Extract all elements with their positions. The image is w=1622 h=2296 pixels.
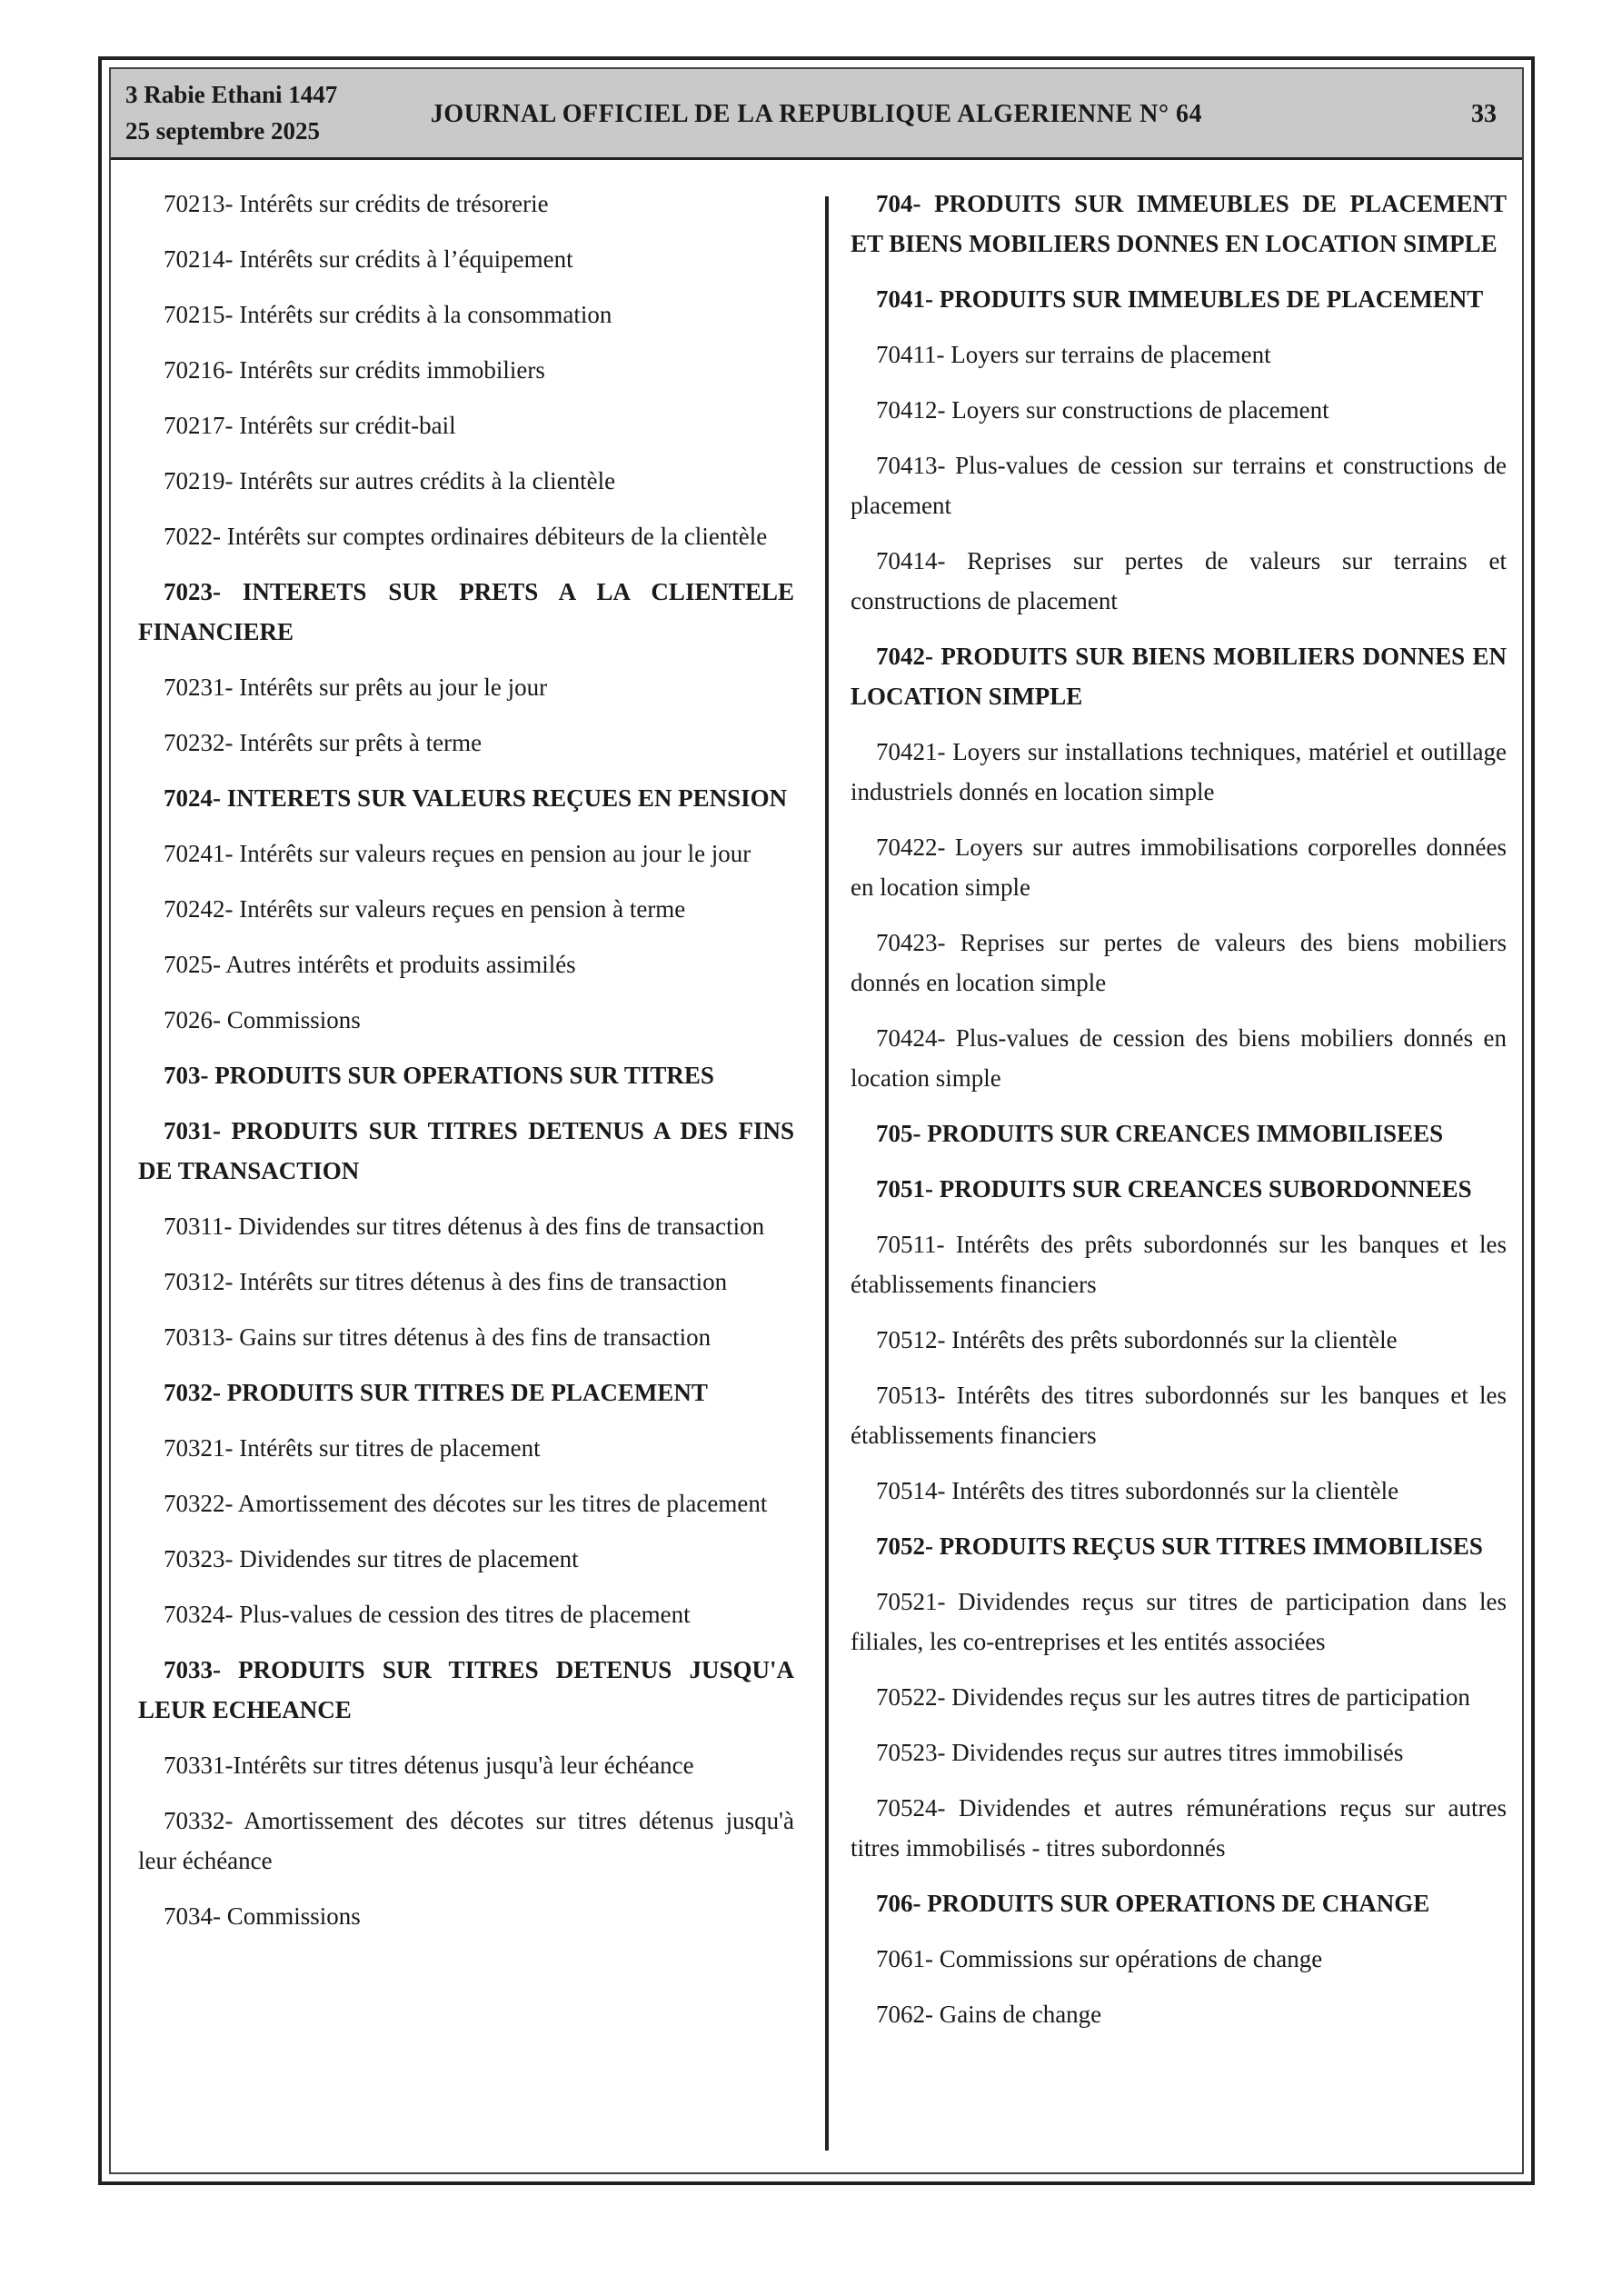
account-entry: 70217- Intérêts sur crédit-bail xyxy=(164,412,456,439)
account-entry: 70423- Reprises sur pertes de valeurs des biens mobiliers donnés en location simple xyxy=(851,929,1507,996)
account-entry: 7022- Intérêts sur comptes ordinaires débiteurs de la clientèle xyxy=(164,523,768,550)
account-entry: 70216- Intérêts sur crédits immobiliers xyxy=(164,356,545,384)
account-entry: 70513- Intérêts des titres subordonnés sur les banques et les établissements financiers xyxy=(851,1382,1507,1449)
account-entry: 70414- Reprises sur pertes de valeurs sur terrains et constructions de placement xyxy=(851,547,1507,614)
account-entry: 7026- Commissions xyxy=(164,1006,361,1033)
account-entry: 70313- Gains sur titres détenus à des fins de transaction xyxy=(164,1323,711,1351)
header-date-gregorian: 25 septembre 2025 xyxy=(125,117,320,145)
section-heading: 7033- PRODUITS SUR TITRES DETENUS JUSQU'A LEUR ECHEANCE xyxy=(138,1656,794,1723)
section-heading: 7051- PRODUITS SUR CREANCES SUBORDONNEES xyxy=(876,1175,1472,1203)
account-entry: 7061- Commissions sur opérations de change xyxy=(876,1945,1323,1972)
section-heading: 705- PRODUITS SUR CREANCES IMMOBILISEES xyxy=(876,1120,1444,1147)
section-heading: 7023- INTERETS SUR PRETS A LA CLIENTELE FINANCIERE xyxy=(138,578,794,645)
account-entry: 70219- Intérêts sur autres crédits à la clientèle xyxy=(164,467,616,494)
header-date-hijri: 3 Rabie Ethani 1447 xyxy=(125,81,338,108)
account-entry: 70514- Intérêts des titres subordonnés sur la clientèle xyxy=(876,1477,1399,1504)
section-heading: 7032- PRODUITS SUR TITRES DE PLACEMENT xyxy=(164,1379,708,1406)
section-heading: 7024- INTERETS SUR VALEURS REÇUES EN PENSION xyxy=(164,784,788,812)
account-entry: 70321- Intérêts sur titres de placement xyxy=(164,1434,541,1462)
account-entry: 70232- Intérêts sur prêts à terme xyxy=(164,729,483,756)
section-heading: 706- PRODUITS SUR OPERATIONS DE CHANGE xyxy=(876,1890,1430,1917)
account-entry: 70421- Loyers sur installations techniques, matériel et outillage industriels donnés en location simple xyxy=(851,738,1507,805)
account-entry: 70241- Intérêts sur valeurs reçues en pension au jour le jour xyxy=(164,840,751,867)
account-entry: 70214- Intérêts sur crédits à l’équipement xyxy=(164,245,573,273)
account-entry: 70413- Plus-values de cession sur terrains et constructions de placement xyxy=(851,452,1507,519)
account-entry: 70323- Dividendes sur titres de placement xyxy=(164,1545,579,1572)
account-entry: 70412- Loyers sur constructions de placement xyxy=(876,396,1329,424)
page-frame xyxy=(98,56,1535,2185)
account-entry: 70312- Intérêts sur titres détenus à des fins de transaction xyxy=(164,1268,728,1295)
page-inner-frame xyxy=(109,67,1524,2174)
account-entry: 70215- Intérêts sur crédits à la consommation xyxy=(164,301,612,328)
account-entry: 70332- Amortissement des décotes sur titres détenus jusqu'à leur échéance xyxy=(138,1807,794,1874)
section-heading: 704- PRODUITS SUR IMMEUBLES DE PLACEMENT ET BIENS MOBILIERS DONNES EN LOCATION SIMPLE xyxy=(851,190,1507,257)
section-heading: 7052- PRODUITS REÇUS SUR TITRES IMMOBILISES xyxy=(876,1532,1483,1560)
account-entry: 70524- Dividendes et autres rémunérations reçus sur autres titres immobilisés - titres subordonnés xyxy=(851,1794,1507,1862)
section-heading: 7041- PRODUITS SUR IMMEUBLES DE PLACEMENT xyxy=(876,285,1484,313)
account-entry: 70322- Amortissement des décotes sur les titres de placement xyxy=(164,1490,768,1517)
account-entry: 70512- Intérêts des prêts subordonnés sur la clientèle xyxy=(876,1326,1398,1353)
account-entry: 70522- Dividendes reçus sur les autres titres de participation xyxy=(876,1683,1470,1711)
account-entry: 70411- Loyers sur terrains de placement xyxy=(876,341,1271,368)
account-entry: 70511- Intérêts des prêts subordonnés sur les banques et les établissements financiers xyxy=(851,1231,1507,1298)
account-entry: 70521- Dividendes reçus sur titres de participation dans les filiales, les co-entreprises et les entités associées xyxy=(851,1588,1507,1655)
left-column xyxy=(138,184,794,1952)
account-entry: 70242- Intérêts sur valeurs reçues en pension à terme xyxy=(164,895,686,923)
section-heading: 703- PRODUITS SUR OPERATIONS SUR TITRES xyxy=(164,1062,714,1089)
page-header xyxy=(111,69,1522,160)
account-entry: 70523- Dividendes reçus sur autres titres immobilisés xyxy=(876,1739,1404,1766)
section-heading: 7031- PRODUITS SUR TITRES DETENUS A DES FINS DE TRANSACTION xyxy=(138,1117,794,1184)
account-entry: 7034- Commissions xyxy=(164,1902,361,1930)
page-number: 33 xyxy=(1471,100,1497,128)
section-heading: 7042- PRODUITS SUR BIENS MOBILIERS DONNES EN LOCATION SIMPLE xyxy=(851,643,1507,710)
column-divider xyxy=(825,196,829,2151)
right-column xyxy=(851,184,1507,2050)
account-entry: 7025- Autres intérêts et produits assimilés xyxy=(164,951,576,978)
account-entry: 70231- Intérêts sur prêts au jour le jour xyxy=(164,674,548,701)
account-entry: 70213- Intérêts sur crédits de trésorerie xyxy=(164,190,549,217)
account-entry: 70331-Intérêts sur titres détenus jusqu'à leur échéance xyxy=(164,1752,694,1779)
account-entry: 70324- Plus-values de cession des titres de placement xyxy=(164,1601,691,1628)
account-entry: 70422- Loyers sur autres immobilisations corporelles données en location simple xyxy=(851,834,1507,901)
account-entry: 7062- Gains de change xyxy=(876,2001,1102,2028)
account-entry: 70424- Plus-values de cession des biens mobiliers donnés en location simple xyxy=(851,1024,1507,1092)
journal-title: JOURNAL OFFICIEL DE LA REPUBLIQUE ALGERIENNE N° 64 xyxy=(430,100,1203,128)
account-entry: 70311- Dividendes sur titres détenus à des fins de transaction xyxy=(164,1213,765,1240)
